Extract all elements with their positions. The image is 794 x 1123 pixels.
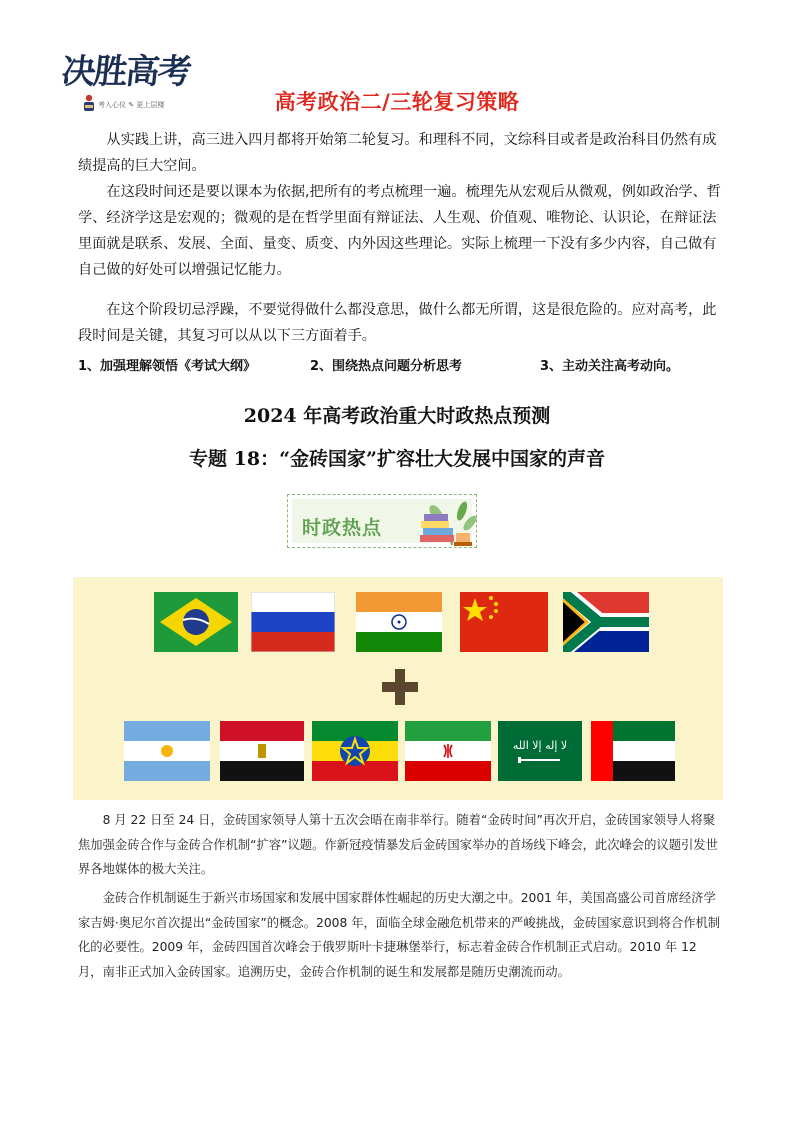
- books-plant-icon: [412, 499, 478, 549]
- section-title: 2024 年高考政治重大时政热点预测: [243, 405, 551, 427]
- tip-2: 2、围绕热点问题分析思考: [310, 359, 463, 374]
- hot-topic-badge: [287, 494, 477, 548]
- saudi-flag-script: لا إله إلا الله: [512, 739, 568, 752]
- saudi-arabia-flag: [498, 721, 582, 781]
- body-paragraph-2: 金砖合作机制诞生于新兴市场国家和发展中国家群体性崛起的历史大潮之中。2001 年，美国高盛公司首席经济学家吉姆·奥尼尔首次提出“金砖国家”的概念。2008 年，面临全球金融危机带来的严峻挑战，金砖国家意识到将合作机制化的必要性。2009 年，金砖四国首次峰会于俄罗斯叶卡捷琳堡举行，标志着金砖合作机制正式启动。2010 年 12 月，南非正式加入金砖国家。追溯历史，金砖合作机制的诞生和发展都是随历史潮流而动。: [78, 891, 721, 979]
- logo-text: 决胜高考: [59, 52, 192, 92]
- russia-flag: [251, 592, 335, 652]
- iran-flag: [405, 721, 491, 781]
- body-paragraph-1: 8 月 22 日至 24 日，金砖国家领导人第十五次会晤在南非举行。随着“金砖时间”再次开启，金砖国家领导人将聚焦加强金砖合作与金砖合作机制“扩容”议题。作新冠疫情暴发后金砖国家举办的首场线下峰会，此次峰会的议题引发世界各地媒体的极大关注。: [78, 813, 718, 876]
- south-africa-flag: [563, 592, 649, 652]
- ethiopia-flag: [312, 721, 398, 781]
- china-flag: [460, 592, 548, 652]
- uae-flag: [591, 721, 675, 781]
- tip-3: 3、主动关注高考动向。: [540, 359, 680, 374]
- badge-background: [292, 499, 472, 543]
- intro-paragraph-3: 在这个阶段切忌浮躁，不要觉得做什么都没意思，做什么都无所谓，这是很危险的。应对高考，此段时间是关键，其复习可以从以下三方面着手。: [78, 302, 717, 344]
- logo-subtext: 考入心仪 ✎ 更上层楼: [98, 101, 165, 109]
- plus-icon: [382, 669, 418, 705]
- argentina-flag: [124, 721, 210, 781]
- intro-paragraph-2: 在这段时间还是要以课本为依据,把所有的考点梳理一遍。梳理先从宏观后从微观，例如政治学、哲学、经济学这是宏观的；微观的是在哲学里面有辩证法、人生观、价值观、唯物论、认识论，在辩证法里面就是联系、发展、全面、量变、质变、内外因这些理论。实际上梳理一下没有多少内容，自己做有自己做的好处可以增强记忆能力。: [78, 184, 721, 278]
- india-flag: [356, 592, 442, 652]
- intro-paragraph-1: 从实践上讲，高三进入四月都将开始第二轮复习。和理科不同，文综科目或者是政治科目仍然有成绩提高的巨大空间。: [78, 132, 717, 174]
- badge-label: 时政热点: [302, 517, 383, 539]
- topic-title: 专题 18：“金砖国家”扩容壮大发展中国家的声音: [189, 448, 605, 470]
- main-title: 高考政治二/三轮复习策略: [274, 90, 520, 114]
- brazil-flag: [154, 592, 238, 652]
- egypt-flag: [220, 721, 304, 781]
- tip-1: 1、加强理解领悟《考试大纲》: [78, 359, 257, 374]
